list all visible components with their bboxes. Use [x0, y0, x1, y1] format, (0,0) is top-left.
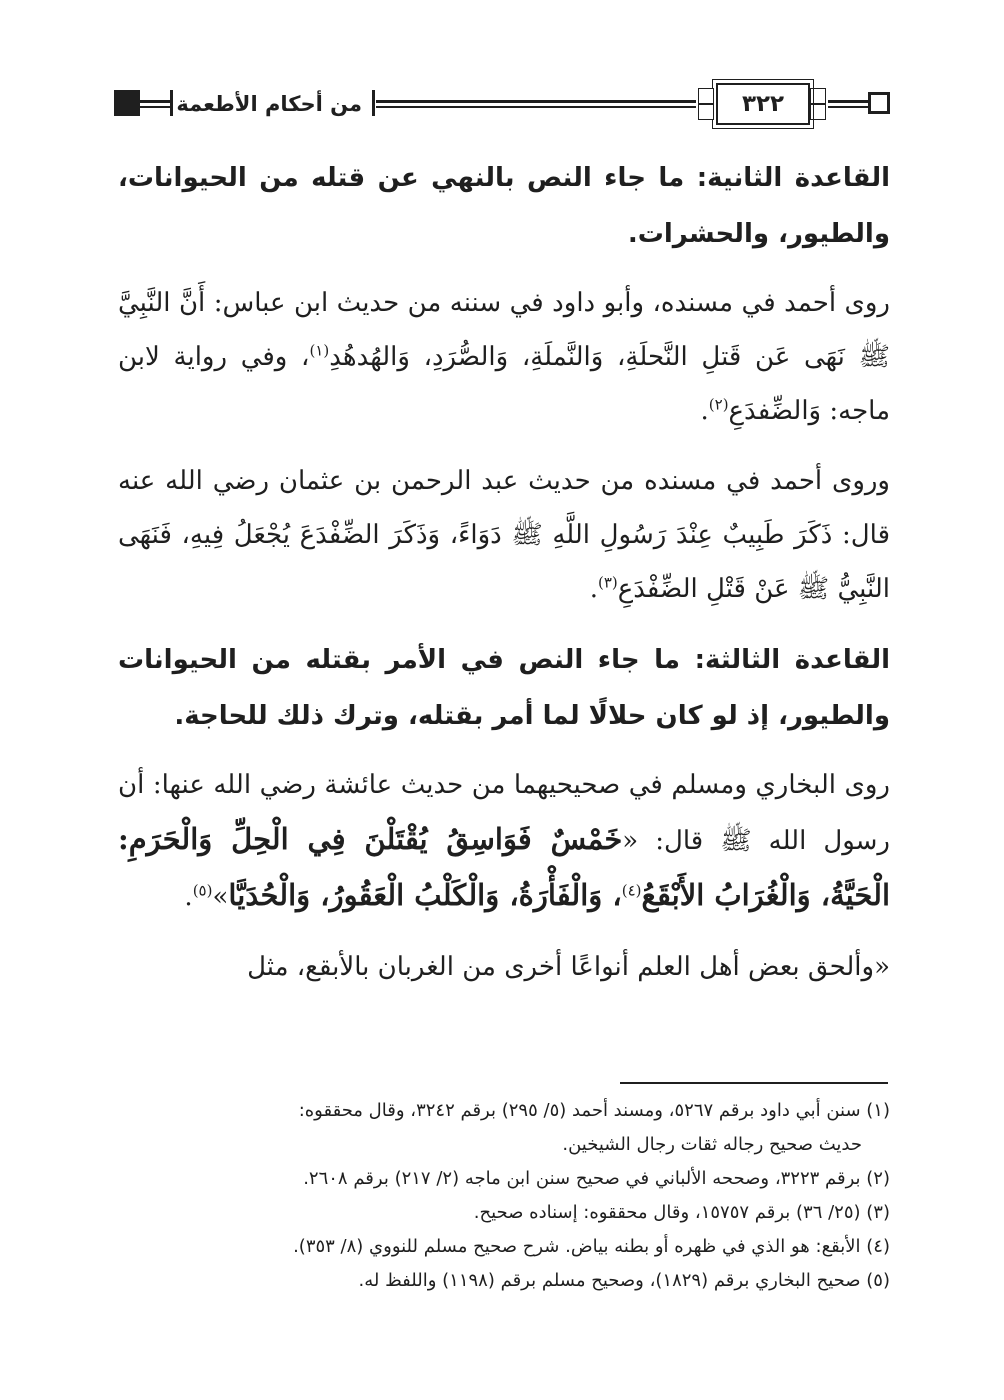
- hadith-text: خَمْسٌ فَوَاسِقُ يُقْتَلْنَ فِي الْحِلِّ وَالْحَرَمِ: الْحَيَّةُ، وَالْغُرَابُ الأَبْقَعُ: [118, 822, 890, 912]
- paragraph-text: .: [589, 574, 598, 604]
- footnote-ref-5[interactable]: (٥): [192, 881, 213, 900]
- footnote-4: (٤) الأبقع: هو الذي في ظهره أو بطنه بياض. شرح صحيح مسلم للنووي (٨/ ٣٥٣).: [293, 1236, 890, 1257]
- header-rule: [828, 106, 868, 108]
- paragraph-text: .: [184, 882, 193, 912]
- paragraph-text: .: [700, 396, 709, 426]
- header-knot-ornament: [698, 104, 714, 120]
- book-title: من أحكام الأطعمة: [170, 78, 368, 130]
- footnote-3: (٣) (٢٥/ ٣٦) برقم ١٥٧٥٧، وقال محققوه: إسناده صحيح.: [473, 1202, 890, 1223]
- paragraph-abdurrahman-ibn-uthman: [118, 454, 890, 616]
- header-knot-ornament: [810, 88, 826, 104]
- header-divider-tick: [372, 90, 375, 116]
- paragraph-text: ، وفي رواية لابن ماجه: وَالضِّفدَعِ: [118, 342, 890, 426]
- header-knot-ornament: [810, 104, 826, 120]
- paragraph-text: روى أحمد في مسنده، وأبو داود في سننه من حديث ابن عباس: أَنَّ النَّبِيَّ ﷺ نَهَى عَن قَتلِ النَّحلَةِ، وَالنَّملَةِ، وَالصُّرَدِ، وَالهُدهُدِ: [118, 288, 890, 372]
- footnote-ref-4[interactable]: (٤): [621, 881, 642, 900]
- footnote-ref-3[interactable]: (٣): [597, 573, 618, 592]
- running-header: [112, 78, 890, 130]
- header-left-block-ornament: [114, 90, 140, 116]
- paragraph-continuation: «وألحق بعض أهل العلم أنواعًا أخرى من الغربان بالأبقع، مثل: [247, 952, 890, 982]
- header-divider-tick: [170, 90, 173, 116]
- header-rule: [828, 100, 868, 103]
- page-number: ٣٢٢: [716, 83, 810, 125]
- header-knot-ornament: [698, 88, 714, 104]
- footnote-5: (٥) صحيح البخاري برقم (١٨٢٩)، وصحيح مسلم برقم (١١٩٨) واللفظ له.: [358, 1270, 890, 1291]
- paragraph-text: روى البخاري ومسلم في صحيحيهما من حديث عائشة رضي الله عنها: أن رسول الله ﷺ قال: «: [118, 770, 890, 856]
- paragraph-text: وروى أحمد في مسنده من حديث عبد الرحمن بن عثمان رضي الله عنه قال: ذَكَرَ طَبِيبٌ عِنْدَ رَسُولِ اللَّهِ ﷺ دَوَاءً، وَذَكَرَ الضِّفْدَعَ يُجْعَلُ فِيهِ، فَنَهَى النَّبِيُّ ﷺ عَنْ قَتْلِ الضِّفْدَعِ: [118, 466, 890, 604]
- paragraph-ahmad-abu-dawud: [118, 276, 890, 438]
- main-text: [118, 150, 890, 1010]
- header-rule: [376, 106, 696, 108]
- footnotes: [118, 1094, 890, 1298]
- header-rule: [376, 100, 696, 103]
- footnote-1-continuation: حديث صحيح رجاله ثقات رجال الشيخين.: [562, 1134, 862, 1155]
- footnote-ref-2[interactable]: (٢): [708, 395, 729, 414]
- paragraph-bukhari-muslim: [118, 758, 890, 924]
- rule-two-heading: القاعدة الثانية: ما جاء النص بالنهي عن قتله من الحيوانات، والطيور، والحشرات.: [118, 163, 890, 249]
- header-rule: [140, 100, 170, 103]
- header-rule: [140, 106, 170, 108]
- footnote-divider: [620, 1082, 888, 1084]
- footnote-ref-1[interactable]: (١): [309, 341, 330, 360]
- footnote-2: (٢) برقم ٣٢٢٣، وصححه الألباني في صحيح سنن ابن ماجه (٢/ ٢١٧) برقم ٢٦٠٨.: [303, 1168, 890, 1189]
- header-right-square-ornament: [868, 92, 890, 114]
- rule-three-heading: القاعدة الثالثة: ما جاء النص في الأمر بقتله من الحيوانات والطيور، إذ لو كان حلالًا لما أمر بقتله، وترك ذلك للحاجة.: [118, 645, 890, 731]
- hadith-text: ، وَالْفَأْرَةُ، وَالْكَلْبُ الْعَقُورُ، وَالْحُدَيَّا: [228, 878, 622, 912]
- footnote-1: (١) سنن أبي داود برقم ٥٢٦٧، ومسند أحمد (٥/ ٢٩٥) برقم ٣٢٤٢، وقال محققوه:: [298, 1100, 890, 1121]
- paragraph-text: »: [212, 882, 229, 912]
